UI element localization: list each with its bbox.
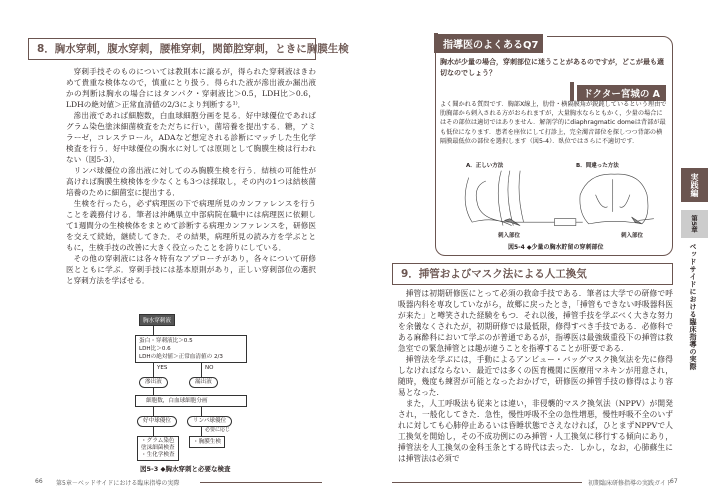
test-line: 塗沫細菌検査 [141, 445, 175, 451]
flow-as-needed: 必要に応じ [205, 427, 231, 433]
page-number-left: 66 [35, 478, 43, 485]
flow-arrow [201, 426, 202, 436]
paragraph: 滲出液であれば細胞数，白血球細胞分画を見る．好中球優位であればグラム染色塗沫細菌検査をただちに行い，菌培養を提出する．糖，アミラーゼ，コレステロール，ADAなど想定される診断にマッチした生化学検査を行う．好中球優位の胸水に対しては原則として胸膜生検は行われない（図5-3）． [66, 111, 316, 164]
flow-arrow [153, 325, 154, 335]
section-9-heading: 9．挿管およびマスク法による人工換気 [392, 263, 673, 285]
flow-neutrophil-tests [137, 436, 179, 461]
flow-criteria [135, 335, 247, 363]
flowchart-figure-5-3 [135, 310, 255, 460]
paragraph: リンパ球優位の滲出液に対してのみ胸膜生検を行う．結核の可能性が高ければ胸膜生検検体を少なくとも3つは採取し，その内の1つは結核菌培養のために細菌室に提出する． [66, 166, 316, 197]
q7-answer: よく聞かれる質問です．胸部X線上，肋骨・横隔膜角が鋭鈍しているという理由で肋胸部から刺入される方がおられますが，大量胸水ならともかく，少量の場合にはその部位は適切ではありません．解剖学的にdiaphragmatic domeは背部が最も低位になります．患者を座位にして打診上，完全濁音部位を探しつつ背部の横隔膜最低位の部位を選択します（図5-4）．臥位ではさらに不適切です． [440, 101, 667, 145]
page-number-right: 67 [670, 478, 678, 485]
flow-arrow [153, 387, 154, 395]
section-9-body [398, 288, 673, 464]
paragraph: 挿管は初期研修医にとって必須の救命手技である．筆者は大学での研修で呼吸器内科を専攻していながら，故郷に戻ったとき，「挿管もできない呼吸器科医が来た」と噂笑された経験をもつ．それ以後，挿管手技を学ぶべく大きな努力を余儀なくされたが，初期研修では最低限，修得すべき手技である．必修科である麻酔科において学ぶのが普通であるが，指導医は最強級重役下の挿管は救急室での緊急挿管とは趣が違うことを指導することが肝要である． [398, 289, 673, 353]
answer-header [570, 82, 666, 101]
q7-box [435, 36, 673, 256]
thorax-illustration [444, 169, 670, 229]
test-line: ・生化学検査 [141, 452, 175, 458]
footer-rule [392, 482, 582, 483]
paragraph: また，人工呼吸法も従来とは違い，非侵襲的マスク換気法（NPPV）が開発され，一般化してきた．急性，慢性呼吸不全の急性増悪，慢性呼吸不全のいずれに対しても心肺停止あるいは昏睡状態でさえなければ，ひとまずNPPVで人工換気を開始し，その不成功例にのみ挿管・人工換気に移行する傾向にあり，挿管法を人工換気の金科玉条とする時代は去った．しかし，なお，心肺蘇生には挿管法は必須で [398, 399, 673, 463]
insert-site-label-b: 刺入部位 [621, 233, 644, 239]
flow-cell-count: 細胞数，白血球細胞分画 [135, 395, 247, 407]
q7-tab-label: 指導医のよくあるQ7 [438, 34, 543, 53]
insert-site-label-a: 刺入部位 [498, 233, 521, 239]
chapter-title-vertical: ベッドサイドにおける臨床指導の実際 [689, 243, 697, 371]
flow-transudate: 漏出液 [189, 377, 218, 388]
flow-arrow [153, 363, 154, 377]
section-8-heading: 8．胸水穿刺，腹水穿刺，腰椎穿刺，関節腔穿刺，ときに胸膜生検 [28, 38, 316, 60]
flow-start: 胸水穿刺液 [139, 314, 175, 326]
q7-tab [434, 33, 547, 53]
criteria-line: LDHの絶対値＞正常血清値の 2/3 [139, 354, 223, 360]
part-tab[interactable]: 実践編 [681, 168, 708, 202]
running-footer-right: 初期臨床研修指導の実践ガイド [588, 480, 672, 487]
criteria-line: LDH比＞0.6 [139, 346, 171, 352]
test-line: ・グラム染色 [141, 438, 175, 444]
flow-yes: YES [157, 365, 168, 371]
section-8-body [66, 66, 316, 286]
flow-lymph-tests: ・胸膜生検 [189, 436, 225, 448]
flow-lymphocyte: リンパ球優位 [187, 416, 232, 427]
paragraph: 生検を行ったら，必ず病理医の下で病理所見のカンファレンスを行うことを義務付ける．筆者は沖縄県立中部病院在職中には病理医に依頼して1週間分の生検検体をまとめて診断する病理カンファレンスを，研修医を交えて続始，継続してきた．その結果，病理所見の読み方を学ぶとともに，生検手技の改善に大きく役立ったことを誇りにしている． [66, 199, 316, 252]
paragraph: 穿刺手技そのものについては教則本に譲るが，得られた穿刺液はきわめて貴重な検体なので，慎重にとり扱う．得られた液が滲出液か漏出液かの判断は胸水の場合にはタンパク・穿刺液比＞0.5，LDH比＞0.6，LDHの絶対値＞正常血清値の2/3により判断する¹⁾． [66, 67, 316, 109]
q7-question: 胸水が少量の場合，穿刺部位に迷うことがあるのですが，どこが最も適切なのでしょう？ [440, 58, 664, 77]
paragraph: 挿管法を学ぶには，手動によるアンビュー・バッグマスク換気法を先に修得しなければならない．最近では多くの医育機関に医療用マネキンが用意され，随時，幾度も練習が可能となったおかげで，研修医の挿管手技の修得はより容易となった． [398, 355, 673, 397]
criteria-line: 蛋白・穿刺液比＞0.5 [139, 338, 193, 344]
flow-arrow [201, 363, 202, 377]
paragraph: その他の穿刺液には各々特有なアプローチがあり，各々について研修医とともに学ぶ．穿刺手技には基本原則があり，正しい穿刺部位の選択と穿刺方法を学ばせる． [66, 254, 316, 285]
answer-header-label: ドクター宮城の A [577, 85, 666, 101]
flow-arrow [153, 426, 154, 436]
figure-5-4-caption: 図5-4 ◆少量の胸水貯留の穿刺部位 [508, 244, 604, 251]
flow-arrow [153, 406, 154, 416]
flow-neutrophil: 好中球優位 [137, 416, 177, 427]
footer-rule [200, 482, 322, 483]
chapter-tab[interactable]: 第5章 [681, 210, 708, 238]
flow-arrow [201, 406, 202, 416]
flow-exudate: 滲出液 [139, 377, 168, 388]
flow-no: NO [205, 365, 214, 371]
figure-5-3-caption: 図5-3 ◆胸水穿刺と必要な検査 [140, 465, 231, 473]
fig-b-label: B．間違った方法 [576, 163, 619, 169]
running-footer-left: 第5章－ベッドサイドにおける臨床指導の実際 [56, 480, 180, 487]
fig-a-label: A．正しい方法 [466, 163, 504, 169]
